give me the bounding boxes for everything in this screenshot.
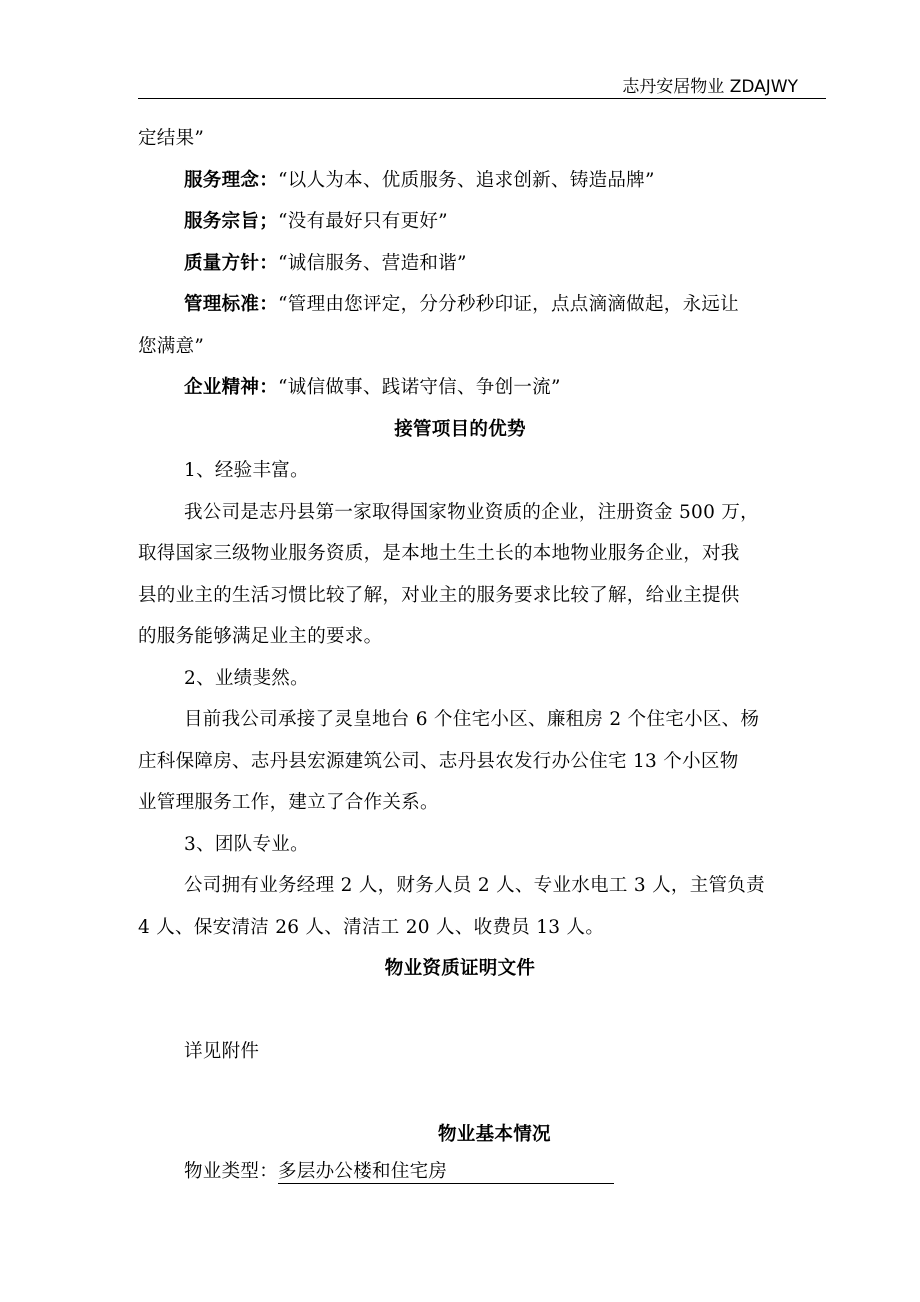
qualification-heading: 物业资质证明文件 [384,958,536,979]
property-type-field [184,1157,614,1184]
header-company: 志丹安居物业 ZDAJWY [622,77,798,97]
adv-2-line: 业管理服务工作，建立了合作关系。 [138,792,439,813]
adv-2-line: 庄科保障房、志丹县宏源建筑公司、志丹县农发行办公住宅 13 个小区物 [138,751,739,772]
qualification-body: 详见附件 [184,1041,260,1062]
management-standard: 管理标准：“管理由您评定，分分秒秒印证，点点滴滴做起，永远让 [184,294,739,315]
adv-3-line: 4 人、保安清洁 26 人、清洁工 20 人、收费员 13 人。 [138,917,605,938]
quality-policy: 质量方针：“诚信服务、营造和谐” [184,253,467,274]
adv-1-line: 我公司是志丹县第一家取得国家物业资质的企业，注册资金 500 万， [184,502,759,523]
adv-1-line: 的服务能够满足业主的要求。 [138,626,383,647]
advantages-heading: 接管项目的优势 [394,419,526,440]
adv-2-line: 目前我公司承接了灵皇地台 6 个住宅小区、廉租房 2 个住宅小区、杨 [184,709,760,730]
adv-1-title: 1、经验丰富。 [184,460,309,481]
service-tenet: 服务宗旨；“没有最好只有更好” [184,211,448,232]
intro-tail: 定结果” [138,128,205,149]
service-concept: 服务理念：“以人为本、优质服务、追求创新、铸造品牌” [184,170,655,191]
property-type-label: 物业类型： [184,1161,279,1182]
property-type-value: 多层办公楼和住宅房 [278,1157,614,1184]
page-header [138,72,826,99]
adv-1-line: 取得国家三级物业服务资质，是本地土生土长的本地物业服务企业，对我 [138,543,740,564]
adv-3-title: 3、团队专业。 [184,834,309,855]
basic-info-heading: 物业基本情况 [438,1124,551,1145]
adv-2-title: 2、业绩斐然。 [184,668,309,689]
adv-3-line: 公司拥有业务经理 2 人，财务人员 2 人、专业水电工 3 人，主管负责 [184,875,765,896]
adv-1-line: 县的业主的生活习惯比较了解，对业主的服务要求比较了解，给业主提供 [138,585,740,606]
enterprise-spirit: 企业精神：“诚信做事、践诺守信、争创一流” [184,377,561,398]
management-standard-cont: 您满意” [138,336,205,357]
